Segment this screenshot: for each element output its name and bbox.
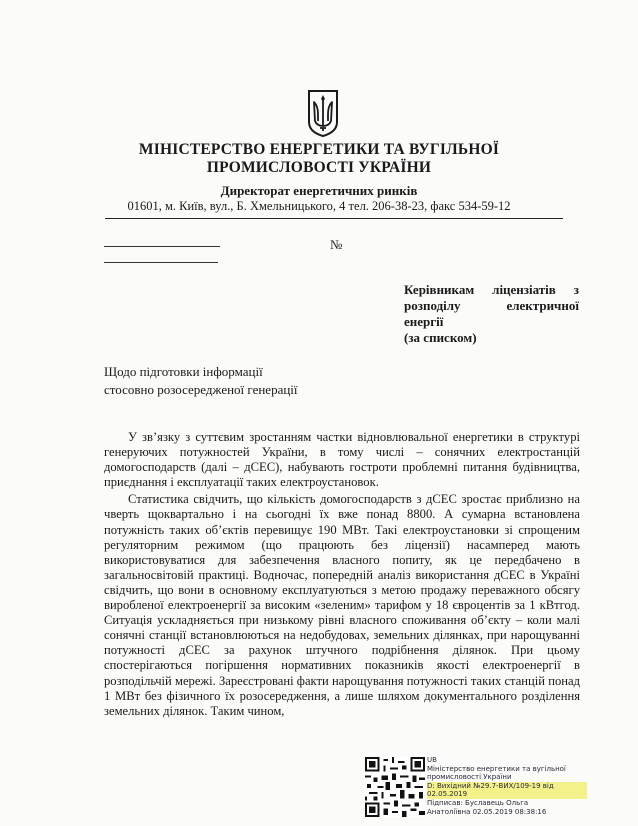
subject-block: [104, 363, 298, 399]
ministry-name-line1: МІНІСТЕРСТВО ЕНЕРГЕТИКИ ТА ВУГІЛЬНОЇ: [138, 141, 500, 158]
reference-blank-line: [104, 262, 218, 263]
date-blank-line: [104, 246, 220, 247]
addressee-line1: Керівникам ліцензіатів з: [404, 282, 579, 297]
addressee-block: [404, 282, 579, 346]
body-paragraph-1: У зв’язку з суттєвим зростанням частки відновлювальної енергетики в структурі генеруючих потужностей України, в тому числі – сонячних електростанцій домогосподарств (далі – дСЕС), набувають гостроти проблемні питання будівництва, приєднання і експлуатації таких електроустановок.: [104, 430, 580, 490]
subject-line1: Щодо підготовки інформації: [104, 364, 263, 379]
ministry-name-line2: ПРОМИСЛОВОСТІ УКРАЇНИ: [206, 159, 432, 176]
addressee-line4: (за списком): [404, 330, 477, 345]
qr-code-icon: [365, 757, 425, 817]
body-paragraph-2: Статистика свідчить, що кількість домогосподарств з дСЕС зростає приблизно на чверть щоквартально і на сьогодні їх вже понад 8800. А сумарна встановлена потужність таких об’єктів перевищує 190 МВт. Такі електроустановки зі спрощеним регуляторним режимом (що працюють без ліцензії) насамперед мають використовуватися для забезпечення власного попиту, як це передбачено в загальносвітовій практиці. Водночас, попередній аналіз використання дСЕС в Україні свідчить, що вони в основному експлуатуються з метою продажу переважного обсягу виробленої електроенергії за високим «зеленим» тарифом у 18 євроцентів за 1 кВтгод. Ситуація ускладняється при низькому рівні власного споживання об’єкту – коли малі сонячні станції встановлюються на недобудовах, земельних ділянках, при нарощуванні потужності дСЕС за рахунок штучного подрібнення ділянок. При цьому спостерігаються погіршення нормативних показників якості електроенергії в розподільчій мережі. Зареєстровані факти нарощування потужності таких станцій понад 1 МВт без фізичного їх розосередження, а лише шляхом документального розділення земельних ділянок. Таким чином,: [104, 492, 580, 718]
directorate-name: Директорат енергетичних ринків: [220, 183, 418, 198]
number-sign: №: [330, 237, 343, 252]
stamp-signed-line2: Анатоліївна 02.05.2019 08:38:16: [427, 807, 547, 816]
electronic-signature-stamp: [427, 756, 587, 816]
addressee-line3: енергії: [404, 314, 444, 329]
letter-body: [104, 430, 580, 719]
ministry-address: 01601, м. Київ, вул., Б. Хмельницького, 4 тел. 206-38-23, факс 534-59-12: [127, 199, 511, 213]
stamp-org-line1: Міністерство енергетики та вугільної: [427, 764, 566, 773]
trident-coat-of-arms-icon: [306, 88, 340, 138]
subject-line2: стосовно розосередженої генерації: [104, 382, 298, 397]
addressee-line2: розподілу електричної: [404, 298, 579, 313]
header-divider: [105, 218, 563, 219]
stamp-signed-by: Підписав: Буславець Ольга: [427, 798, 529, 807]
stamp-org-line2: промисловості України: [427, 773, 512, 782]
stamp-outgoing-number: D: Вихідний №29.7-ВИХ/109-19 від: [427, 782, 587, 791]
stamp-code: UB: [427, 756, 437, 764]
stamp-date: 02.05.2019: [427, 790, 587, 799]
